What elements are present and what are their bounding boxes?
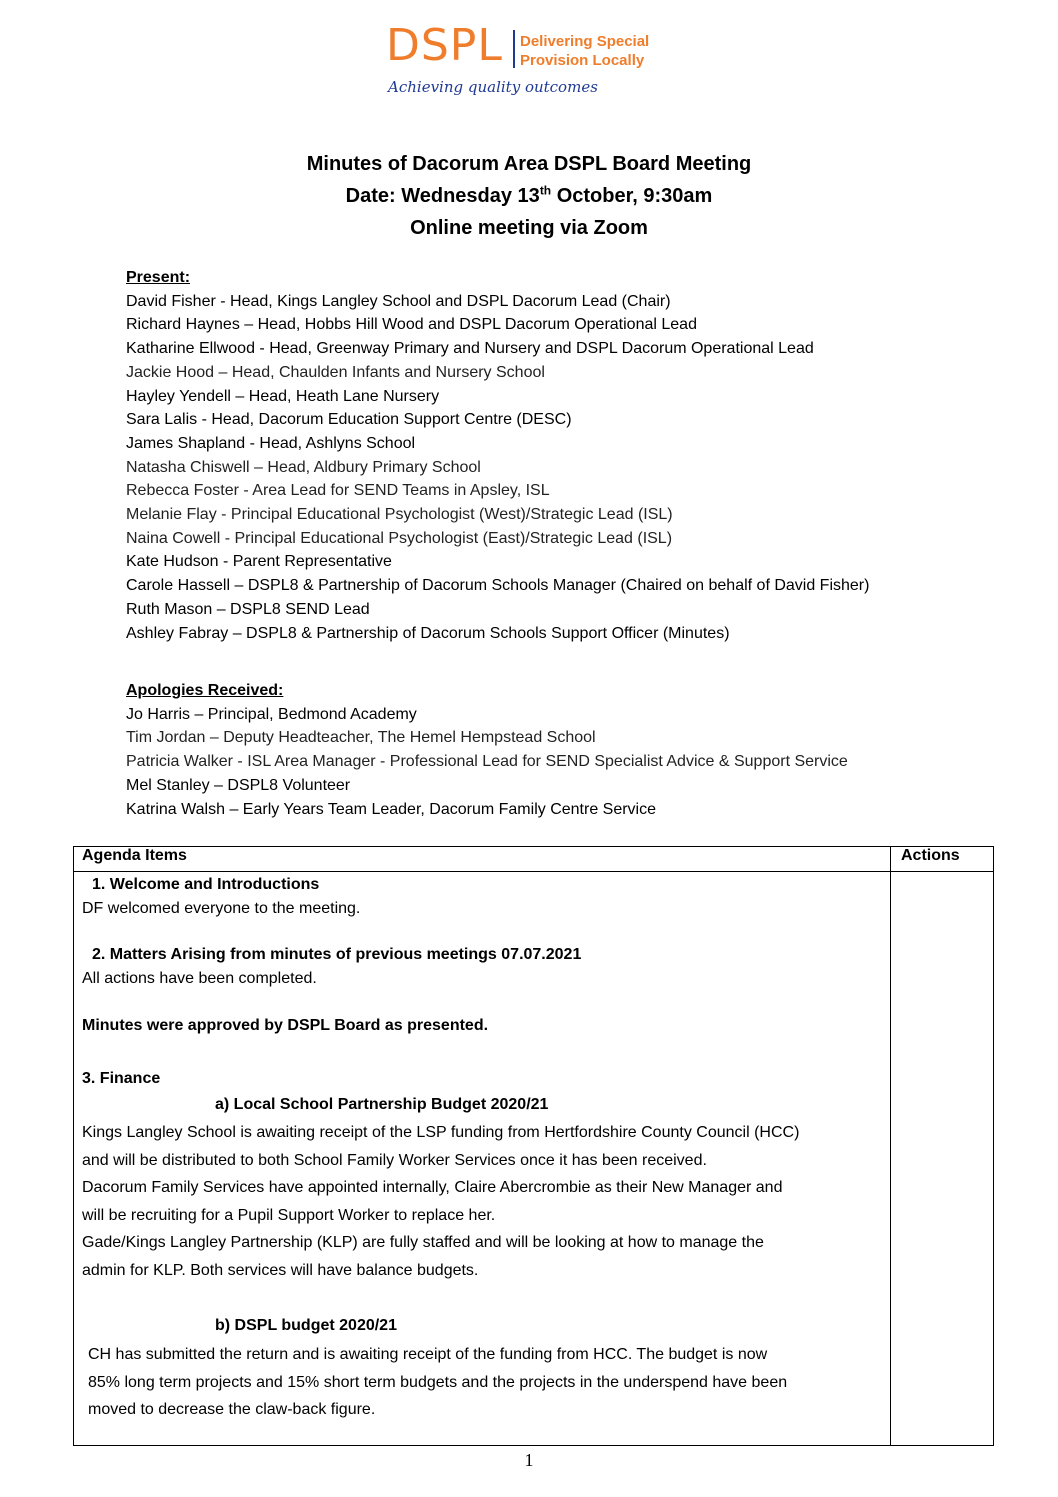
- section-3-title: 3. Finance: [82, 1070, 161, 1087]
- agenda-body-row: [74, 872, 994, 1446]
- paragraph-line: 85% long term projects and 15% short term budgets and the projects in the underspend have been: [88, 1373, 788, 1391]
- agenda-header-row: [74, 847, 994, 872]
- paragraph-line: CH has submitted the return and is awaiting receipt of the funding from HCC. The budget is now: [88, 1346, 768, 1363]
- paragraph-line: Dacorum Family Services have appointed internally, Claire Abercrombie as their New Manager and: [82, 1179, 783, 1196]
- present-section: [126, 266, 869, 645]
- apologies-list: [126, 703, 848, 822]
- meeting-date-text: Date: Wednesday 13: [345, 185, 540, 207]
- attendee-item: Jackie Hood – Head, Chaulden Infants and Nursery School: [126, 363, 545, 381]
- attendee-item: Hayley Yendell – Head, Heath Lane Nursery: [126, 387, 440, 405]
- page-number: 1: [524, 1450, 534, 1470]
- section-2-title: 2. Matters Arising from minutes of previous meetings 07.07.2021: [92, 946, 582, 963]
- section-1-text: DF welcomed everyone to the meeting.: [82, 900, 361, 917]
- paragraph-line: and will be distributed to both School Family Worker Services once it has been received.: [82, 1151, 707, 1169]
- section-2-text: All actions have been completed.: [82, 970, 317, 987]
- apology-item: Mel Stanley – DSPL8 Volunteer: [126, 776, 351, 794]
- paragraph-line: will be recruiting for a Pupil Support Worker to replace her.: [82, 1206, 496, 1224]
- paragraph-line: Gade/Kings Langley Partnership (KLP) are fully staffed and will be looking at how to manage the: [82, 1234, 764, 1251]
- agenda-table: [73, 846, 994, 1446]
- section-2-approval: Minutes were approved by DSPL Board as presented.: [82, 1017, 489, 1034]
- apology-item: Patricia Walker - ISL Area Manager - Professional Lead for SEND Specialist Advice & Support Service: [126, 753, 848, 771]
- logo-slogan: Achieving quality outcomes: [388, 78, 598, 96]
- logo-tagline-line-1: Delivering Special: [520, 33, 650, 50]
- section-1-title: 1. Welcome and Introductions: [92, 876, 320, 893]
- attendee-item: Ruth Mason – DSPL8 SEND Lead: [126, 600, 370, 618]
- attendee-item: Natasha Chiswell – Head, Aldbury Primary School: [126, 458, 481, 476]
- attendee-item: Katharine Ellwood - Head, Greenway Primary and Nursery and DSPL Dacorum Operational Lead: [126, 340, 814, 358]
- apologies-title: Apologies Received:: [126, 682, 284, 699]
- section-3a-title: a) Local School Partnership Budget 2020/21: [215, 1096, 549, 1113]
- attendee-item: Richard Haynes – Head, Hobbs Hill Wood and DSPL Dacorum Operational Lead: [126, 316, 697, 334]
- logo-divider: [513, 30, 515, 68]
- agenda-items-header: Agenda Items: [74, 847, 891, 872]
- paragraph-line: admin for KLP. Both services will have balance budgets.: [82, 1261, 479, 1279]
- attendee-item: Melanie Flay - Principal Educational Psychologist (West)/Strategic Lead (ISL): [126, 506, 673, 524]
- attendee-item: Rebecca Foster - Area Lead for SEND Teams in Apsley, ISL: [126, 482, 550, 500]
- meeting-date-time: October, 9:30am: [551, 185, 713, 207]
- apology-item: Jo Harris – Principal, Bedmond Academy: [126, 705, 417, 723]
- attendee-item: Kate Hudson - Parent Representative: [126, 553, 392, 571]
- attendee-item: James Shapland - Head, Ashlyns School: [126, 434, 416, 452]
- attendee-item: Sara Lalis - Head, Dacorum Education Support Centre (DESC): [126, 411, 572, 429]
- logo-tagline-line-2: Provision Locally: [520, 52, 645, 69]
- apology-item: Katrina Walsh – Early Years Team Leader, Dacorum Family Centre Service: [126, 800, 657, 818]
- dspl-logo: [386, 20, 686, 98]
- section-3b-title: b) DSPL budget 2020/21: [215, 1317, 397, 1334]
- paragraph-line: moved to decrease the claw-back figure.: [88, 1401, 376, 1418]
- meeting-date: [0, 180, 1058, 212]
- apologies-section: [126, 679, 848, 821]
- attendee-item: Naina Cowell - Principal Educational Psychologist (East)/Strategic Lead (ISL): [126, 529, 673, 547]
- logo-wordmark: DSPL: [386, 20, 503, 71]
- actions-header: Actions: [891, 847, 994, 872]
- meeting-date-suffix: th: [539, 183, 552, 198]
- document-title: Minutes of Dacorum Area DSPL Board Meeting: [306, 153, 752, 175]
- logo-tagline: [520, 32, 649, 70]
- attendee-item: David Fisher - Head, Kings Langley School and DSPL Dacorum Lead (Chair): [126, 292, 671, 310]
- paragraph-line: Kings Langley School is awaiting receipt of the LSP funding from Hertfordshire County Council (HCC): [82, 1124, 800, 1141]
- attendee-item: Carole Hassell – DSPL8 & Partnership of Dacorum Schools Manager (Chaired on behalf of David Fisher): [126, 577, 870, 595]
- actions-cell: [891, 872, 994, 1446]
- apology-item: Tim Jordan – Deputy Headteacher, The Hemel Hempstead School: [126, 729, 596, 747]
- present-title: Present:: [126, 269, 191, 286]
- agenda-items-cell: [74, 872, 891, 1446]
- attendee-item: Ashley Fabray – DSPL8 & Partnership of Dacorum Schools Support Officer (Minutes): [126, 624, 730, 642]
- present-list: [126, 290, 869, 646]
- meeting-location: Online meeting via Zoom: [410, 217, 648, 239]
